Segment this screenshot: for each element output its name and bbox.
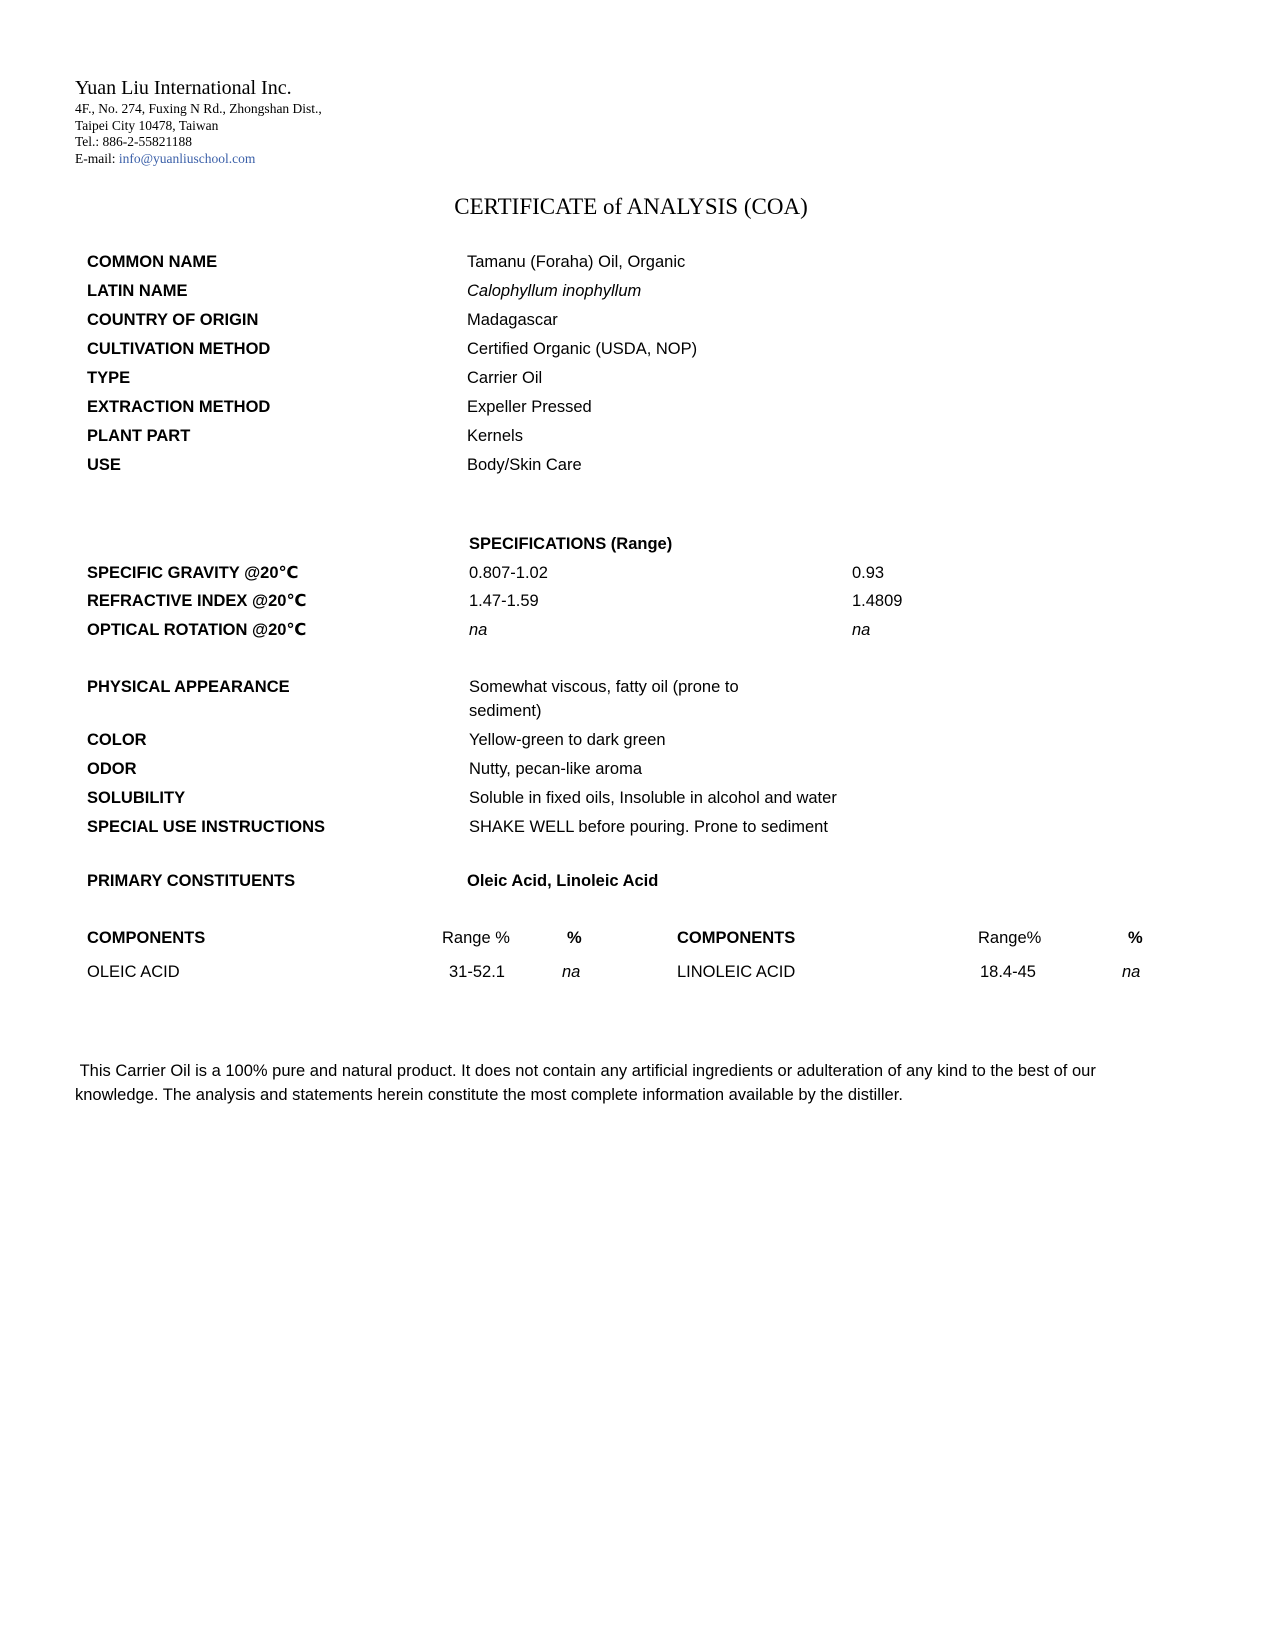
- primary-constituents-value: Oleic Acid, Linoleic Acid: [467, 872, 659, 890]
- component-range-right: 18.4-45: [980, 963, 1036, 981]
- prop-value-special-use: SHAKE WELL before pouring. Prone to sediment: [469, 818, 828, 836]
- info-label-common-name: COMMON NAME: [87, 253, 218, 271]
- pct-header-right: %: [1128, 929, 1143, 947]
- spec-range-specific-gravity: 0.807-1.02: [469, 564, 548, 582]
- prop-label-odor: ODOR: [87, 760, 137, 778]
- info-value-latin-name: Calophyllum inophyllum: [467, 282, 642, 300]
- spec-label-refractive-index: REFRACTIVE INDEX @20℃: [87, 592, 307, 610]
- prop-label-appearance: PHYSICAL APPEARANCE: [87, 678, 290, 696]
- spec-label-specific-gravity: SPECIFIC GRAVITY @20℃: [87, 564, 299, 582]
- components-header-left: COMPONENTS: [87, 929, 206, 947]
- info-value-country: Madagascar: [467, 311, 558, 329]
- email-link[interactable]: info@yuanliuschool.com: [118, 151, 256, 166]
- info-label-cultivation: CULTIVATION METHOD: [87, 340, 271, 358]
- prop-label-special-use: SPECIAL USE INSTRUCTIONS: [87, 818, 326, 836]
- component-name-right: LINOLEIC ACID: [677, 963, 796, 981]
- prop-value-appearance: Somewhat viscous, fatty oil (prone to sediment): [469, 678, 739, 720]
- components-header-right: COMPONENTS: [677, 929, 796, 947]
- prop-label-color: COLOR: [87, 731, 147, 749]
- specifications-header: SPECIFICATIONS (Range): [469, 535, 673, 553]
- spec-result-optical-rotation: na: [852, 621, 871, 639]
- purity-statement: This Carrier Oil is a 100% pure and natural product. It does not contain any artificial ingredients or adulteration of any kind to the best of our knowledge. The analysis and statements herein constitute the most complete information available by the distiller.: [75, 1062, 1101, 1104]
- info-value-extraction: Expeller Pressed: [467, 398, 592, 416]
- company-address-line2: Taipei City 10478, Taiwan: [75, 118, 219, 133]
- component-name-left: OLEIC ACID: [87, 963, 180, 981]
- info-label-type: TYPE: [87, 369, 131, 387]
- info-label-latin-name: LATIN NAME: [87, 282, 188, 300]
- spec-range-refractive-index: 1.47-1.59: [469, 592, 539, 610]
- prop-value-solubility: Soluble in fixed oils, Insoluble in alcohol and water: [469, 789, 837, 807]
- range-header-left: Range %: [442, 929, 510, 947]
- info-label-use: USE: [87, 456, 121, 474]
- info-value-use: Body/Skin Care: [467, 456, 582, 474]
- company-address-line1: 4F., No. 274, Fuxing N Rd., Zhongshan Dist.,: [75, 101, 322, 116]
- component-pct-left: na: [562, 963, 581, 981]
- spec-label-optical-rotation: OPTICAL ROTATION @20℃: [87, 621, 307, 639]
- range-header-right: Range%: [978, 929, 1042, 947]
- info-label-extraction: EXTRACTION METHOD: [87, 398, 271, 416]
- document-title: CERTIFICATE of ANALYSIS (COA): [454, 194, 808, 219]
- prop-label-solubility: SOLUBILITY: [87, 789, 186, 807]
- spec-result-specific-gravity: 0.93: [852, 564, 885, 582]
- info-value-cultivation: Certified Organic (USDA, NOP): [467, 340, 698, 358]
- primary-constituents-label: PRIMARY CONSTITUENTS: [87, 872, 296, 890]
- prop-value-color: Yellow-green to dark green: [469, 731, 666, 749]
- company-tel: Tel.: 886-2-55821188: [75, 134, 193, 149]
- prop-value-odor: Nutty, pecan-like aroma: [469, 760, 643, 778]
- info-value-common-name: Tamanu (Foraha) Oil, Organic: [467, 253, 686, 271]
- email-label: E-mail:: [75, 151, 119, 166]
- info-label-country: COUNTRY OF ORIGIN: [87, 311, 259, 329]
- pct-header-left: %: [567, 929, 582, 947]
- spec-range-optical-rotation: na: [469, 621, 488, 639]
- component-pct-right: na: [1122, 963, 1141, 981]
- info-label-plant-part: PLANT PART: [87, 427, 191, 445]
- company-email-line: [75, 151, 255, 167]
- info-value-plant-part: Kernels: [467, 427, 523, 445]
- spec-result-refractive-index: 1.4809: [852, 592, 903, 610]
- company-name: Yuan Liu International Inc.: [75, 77, 292, 99]
- component-range-left: 31-52.1: [449, 963, 505, 981]
- info-value-type: Carrier Oil: [467, 369, 543, 387]
